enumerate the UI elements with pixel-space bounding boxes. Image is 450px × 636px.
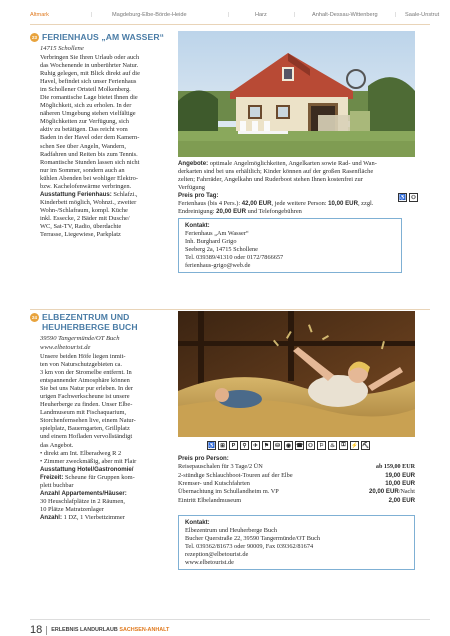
listing2-title-line1: ELBEZENTRUM UND: [42, 312, 130, 322]
bullet-item: • direkt am Int. Elberadweg R 2: [40, 449, 122, 457]
contact-phone: Tel. 039389/41310 oder 0172/7866657: [185, 253, 284, 261]
price-row: Kremser- und Kutschfahrten 10,00 EUR: [178, 479, 415, 487]
listing1-amenity-icons: [398, 193, 418, 202]
tools-icon: ⛏: [362, 442, 369, 449]
nav-item-anhalt[interactable]: Anhalt-Dessau-Wittenberg: [312, 12, 378, 18]
section-rule: [30, 309, 430, 310]
wheelchair-icon: ♿: [208, 442, 215, 449]
contact-address: Seeberg 2a, 14715 Schollene: [185, 245, 258, 253]
nav-separator: |: [294, 12, 296, 18]
key-icon: ⚿: [339, 441, 348, 450]
bicycle-icon: ⚇: [409, 193, 418, 202]
nav-separator: |: [91, 12, 93, 18]
contact-website[interactable]: www.elbetourist.de: [185, 558, 234, 566]
bullet-item: • Zimmer zweckmäßig, aber mit Flair: [40, 457, 137, 465]
footer-rule: [30, 619, 430, 620]
sauna-icon: ♨: [328, 441, 337, 450]
nav-separator: |: [395, 12, 397, 18]
grill-icon: ⛁: [273, 441, 282, 450]
tv-icon: ◉: [284, 441, 293, 450]
house-illustration: [178, 31, 415, 157]
phone-icon: ☎: [296, 442, 303, 449]
contact-phone: Tel. 039362/81673 oder 90009, Fax 039362/81674: [185, 542, 314, 550]
room-icon: ⊞: [218, 441, 227, 450]
nav-item-magdeburg[interactable]: Magdeburg-Elbe-Börde-Heide: [112, 12, 187, 18]
listing2-price-label: Preis pro Person:: [178, 455, 229, 462]
listing1-body: Verbringen Sie Ihren Urlaub oder auch das Wochenende in unberührter Natur. Ruhig gelegen, mit Blick direkt auf die Havel, befindet sich unser Ferienhaus im Schollener Ortsteil Molkenberg. Die romantische Lage bietet Ihnen die Möglichkeit, sich zu erholen. In der näheren Umgebung stehen vielfältige Möglichkeiten zur Verfügung, sich aktiv zu betätigen. Das reicht vom Baden in der Havel oder dem Kamern- schen See über Angeln, Wandern, Radfahren und Reiten bis zum Tennis. Romantische Stunden lassen sich nicht nur im Sommer, sondern auch an kühlen Abenden bei wohliger Elektro- bzw. Kachelofenwärme verbringen. Ausstattung Ferienhaus: Schlafzi., Kinderbett möglich, Wohnzi., zweiter Wohn-/Schlafraum, kompl. Küche inkl. Essecke, 2 Bäder mit Dusche/ WC, Sat-TV, Radio, überdachte Terrasse, Liegewiese, Parkplatz: [40, 54, 140, 239]
region-nav: [30, 12, 440, 24]
contact-name: Ferienhaus „Am Wasser“: [185, 229, 249, 237]
page-number: 18: [30, 624, 43, 636]
listing2-price-list: [178, 455, 415, 505]
listing1-heading: [30, 32, 164, 42]
listing2-badge: 24: [30, 313, 39, 322]
listing2-photo-hayloft: [178, 311, 415, 437]
price-row: Übernachtung im Schullandheim m. VP 20,00 EUR/Nacht: [178, 487, 415, 495]
transfer-icon: ✈: [251, 441, 260, 450]
listing2-contact-box: [178, 515, 415, 570]
listing2-leisure-label: Freizeit:: [40, 473, 64, 481]
hayloft-illustration: [178, 311, 415, 437]
footer-brand: ERLEBNIS LANDURLAUB: [51, 627, 118, 633]
fishing-icon: ⚲: [240, 441, 249, 450]
listing1-subtitle: 14715 Schollene: [40, 45, 84, 52]
listing1-price-label: Preis pro Tag:: [178, 192, 219, 200]
listing2-contact-label: Kontakt:: [185, 519, 210, 526]
nav-rule: [30, 24, 430, 25]
listing1-contact-label: Kontakt:: [185, 222, 210, 229]
contact-email[interactable]: ferienhaus-grigo@web.de: [185, 261, 251, 269]
flag-icon: ⚑: [262, 441, 271, 450]
footer-brand-region: SACHSEN-ANHALT: [119, 627, 170, 633]
contact-owner: Inh. Burghard Grigo: [185, 237, 237, 245]
listing2-website[interactable]: www.elbetourist.de: [40, 344, 91, 351]
listing1-equipment-label: Ausstattung Ferienhaus:: [40, 190, 112, 198]
page-footer: [30, 624, 169, 636]
listing2-title-line2: HEUHERBERGE BUCH: [42, 322, 138, 332]
contact-name: Elbezentrum und Heuherberge Buch: [185, 526, 278, 534]
listing2-body: Unsere beiden Höfe liegen inmit- ten von Naturschutzgebieten ca. 3 km von der Stromelbe entfernt. In entspannender Atmosphäre können Sie bei uns Natur pur erleben. In der urigen Fachwerkscheune ist unsere Heuherberge zu finden. Unser Elbe- Landmuseum mit Fischaquarium, Storchenfernsehen live, einem Natur- spielplatz, Bauerngarten, Grillplatz und einem Hofladen vervollständigt das Angebot. • direkt am Int. Elberadweg R 2 • Zimmer zweckmäßig, aber mit Flair Ausstattung Hotel/Gastronomie/ Freizeit: Scheune für Gruppen kom- plett buchbar Anzahl Appartements/Häuser: 30 Heuschlafplätze in 2 Räumen, 10 Plätze Matratzenlager Anzahl: 1 DZ, 1 Vierbettzimmer: [40, 353, 174, 522]
price-row: 2-stündige Schlauchboot-Touren auf der Elbe 19,00 EUR: [178, 471, 415, 479]
listing1-photo-house: [178, 31, 415, 157]
contact-email[interactable]: rezeption@elbetourist.de: [185, 550, 249, 558]
nav-item-harz[interactable]: Harz: [255, 12, 267, 18]
listing2-count-label: Anzahl:: [40, 513, 63, 521]
price-row: Reisepauschalen für 3 Tage/2 ÜN ab 159,00 EUR: [178, 462, 415, 470]
bicycle-icon: ⚇: [306, 441, 315, 450]
listing2-subtitle: 39590 Tangermünde/OT Buch: [40, 335, 120, 342]
listing1-offers-label: Angebote:: [178, 160, 209, 167]
listing2-rooms-label: Anzahl Appartements/Häuser:: [40, 489, 127, 497]
listing2-equip-label: Ausstattung Hotel/Gastronomie/: [40, 465, 134, 473]
contact-address: Bucher Querstraße 22, 39590 Tangermünde/OT Buch: [185, 534, 321, 542]
nav-separator: |: [228, 12, 230, 18]
electric-icon: ⚡: [351, 442, 358, 449]
price-row: Eintritt Elbelandmuseum 2,00 EUR: [178, 496, 415, 504]
listing1-contact-box: [178, 218, 402, 273]
listing2-amenity-icons: [207, 441, 370, 450]
wheelchair-icon: ♿: [399, 194, 406, 201]
listing1-title: FERIENHAUS „AM WASSER“: [42, 32, 165, 42]
listing2-heading: [30, 312, 138, 332]
nav-item-altmark[interactable]: Altmark: [30, 12, 49, 18]
parking-icon: P: [229, 441, 238, 450]
listing1-badge: 23: [30, 33, 39, 42]
nav-item-saale[interactable]: Saale-Unstrut: [405, 12, 440, 18]
boat-icon: ⚐: [317, 441, 326, 450]
listing1-offers: Angebote: optimale Angelmöglichkeiten, Angelkarten sowie Rad- und Wan- derkarten sind bei uns erhältlich; Kinder können auf der großen Rasenfläche zelten; Fahrräder, Angelkahn und Ruderboot stehen Ihnen kostenfrei zur Verfügung Preis pro Tag: Ferienhaus (bis 4 Pers.): 42,00 EUR, jede weitere Person: 10,00 EUR, zzgl. Endreinigung: 20,00 EUR und Telefongebühren: [178, 160, 377, 216]
